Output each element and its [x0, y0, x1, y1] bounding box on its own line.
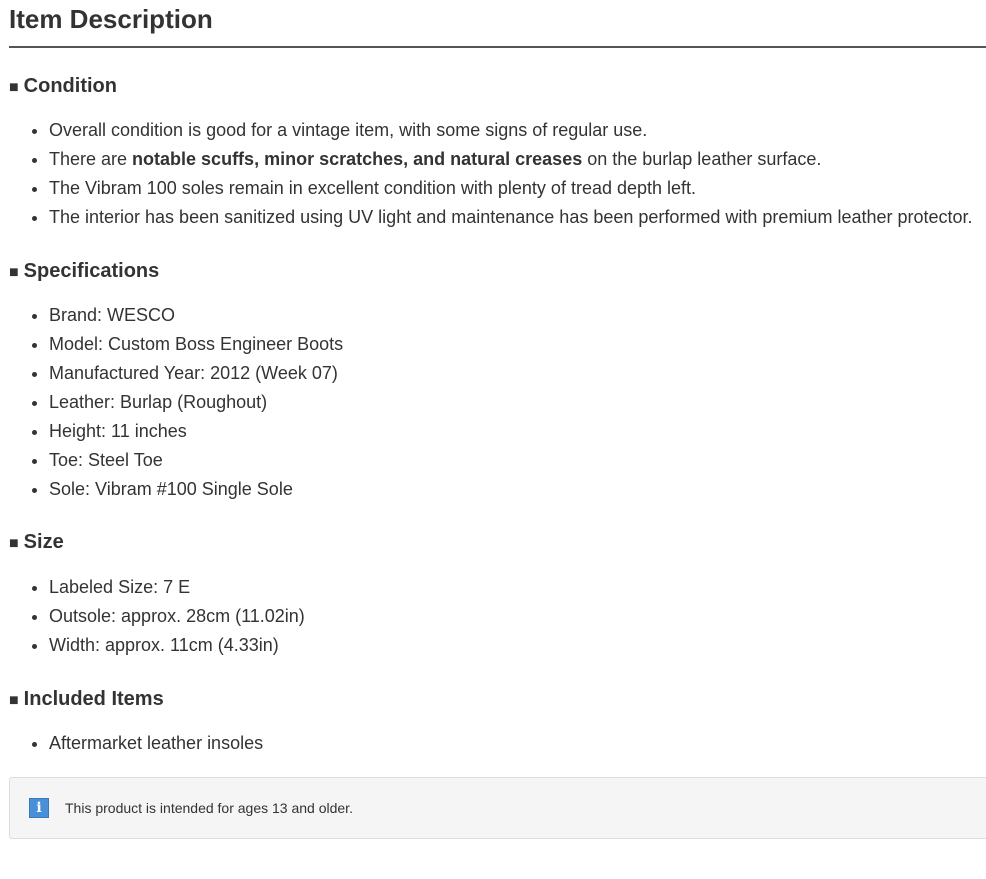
included-items-section — [9, 687, 986, 758]
item-description — [9, 0, 986, 839]
list-item — [49, 203, 986, 232]
age-notice — [9, 777, 986, 839]
list-item: • Labeled Size: 7 E — [49, 573, 986, 602]
size-section — [9, 530, 986, 660]
info-icon: i — [29, 798, 49, 818]
notice-text: This product is intended for ages 13 and older. — [65, 800, 353, 816]
list-item-text: The Vibram 100 soles remain in excellent condition with plenty of tread depth left. — [49, 178, 697, 198]
included-items-list — [9, 729, 986, 758]
square-bullet-icon: ■ — [9, 535, 19, 552]
included-items-heading — [9, 687, 986, 713]
square-bullet-icon: ■ — [9, 692, 19, 709]
square-bullet-icon: ■ — [9, 264, 19, 281]
list-item: • Manufactured Year: 2012 (Week 07) — [49, 359, 986, 388]
list-item — [49, 116, 986, 145]
condition-section — [9, 74, 986, 232]
list-item: • Height: 11 inches — [49, 417, 986, 446]
list-item — [49, 145, 986, 174]
specifications-heading-label: Specifications — [23, 260, 160, 282]
list-item: • Model: Custom Boss Engineer Boots — [49, 330, 986, 359]
condition-heading-label: Condition — [23, 75, 117, 97]
list-item-text: There are — [49, 149, 133, 169]
list-item — [49, 174, 986, 203]
list-item-text: Overall condition is good for a vintage item, with some signs of regular use. — [49, 120, 648, 140]
list-item: • Leather: Burlap (Roughout) — [49, 388, 986, 417]
specifications-section — [9, 259, 986, 504]
size-list — [9, 573, 986, 660]
list-item-emphasis: notable scuffs, minor scratches, and natural creases — [132, 149, 583, 169]
list-item: • Sole: Vibram #100 Single Sole — [49, 475, 986, 504]
list-item: • Outsole: approx. 28cm (11.02in) — [49, 602, 986, 631]
list-item: • Toe: Steel Toe — [49, 446, 986, 475]
square-bullet-icon: ■ — [9, 79, 19, 96]
size-heading-label: Size — [23, 531, 64, 553]
list-item: • Brand: WESCO — [49, 301, 986, 330]
specifications-list — [9, 301, 986, 504]
title-divider — [9, 46, 986, 48]
list-item: • Aftermarket leather insoles — [49, 729, 986, 758]
list-item: • Width: approx. 11cm (4.33in) — [49, 631, 986, 660]
condition-list — [9, 116, 986, 232]
list-item-text: on the burlap leather surface. — [582, 149, 822, 169]
page-title: Item Description — [9, 4, 213, 34]
specifications-heading — [9, 259, 986, 285]
included-items-heading-label: Included Items — [23, 688, 164, 710]
condition-heading — [9, 74, 986, 100]
list-item-text: The interior has been sanitized using UV light and maintenance has been performed with premium leather protector. — [49, 207, 973, 227]
size-heading — [9, 530, 986, 556]
